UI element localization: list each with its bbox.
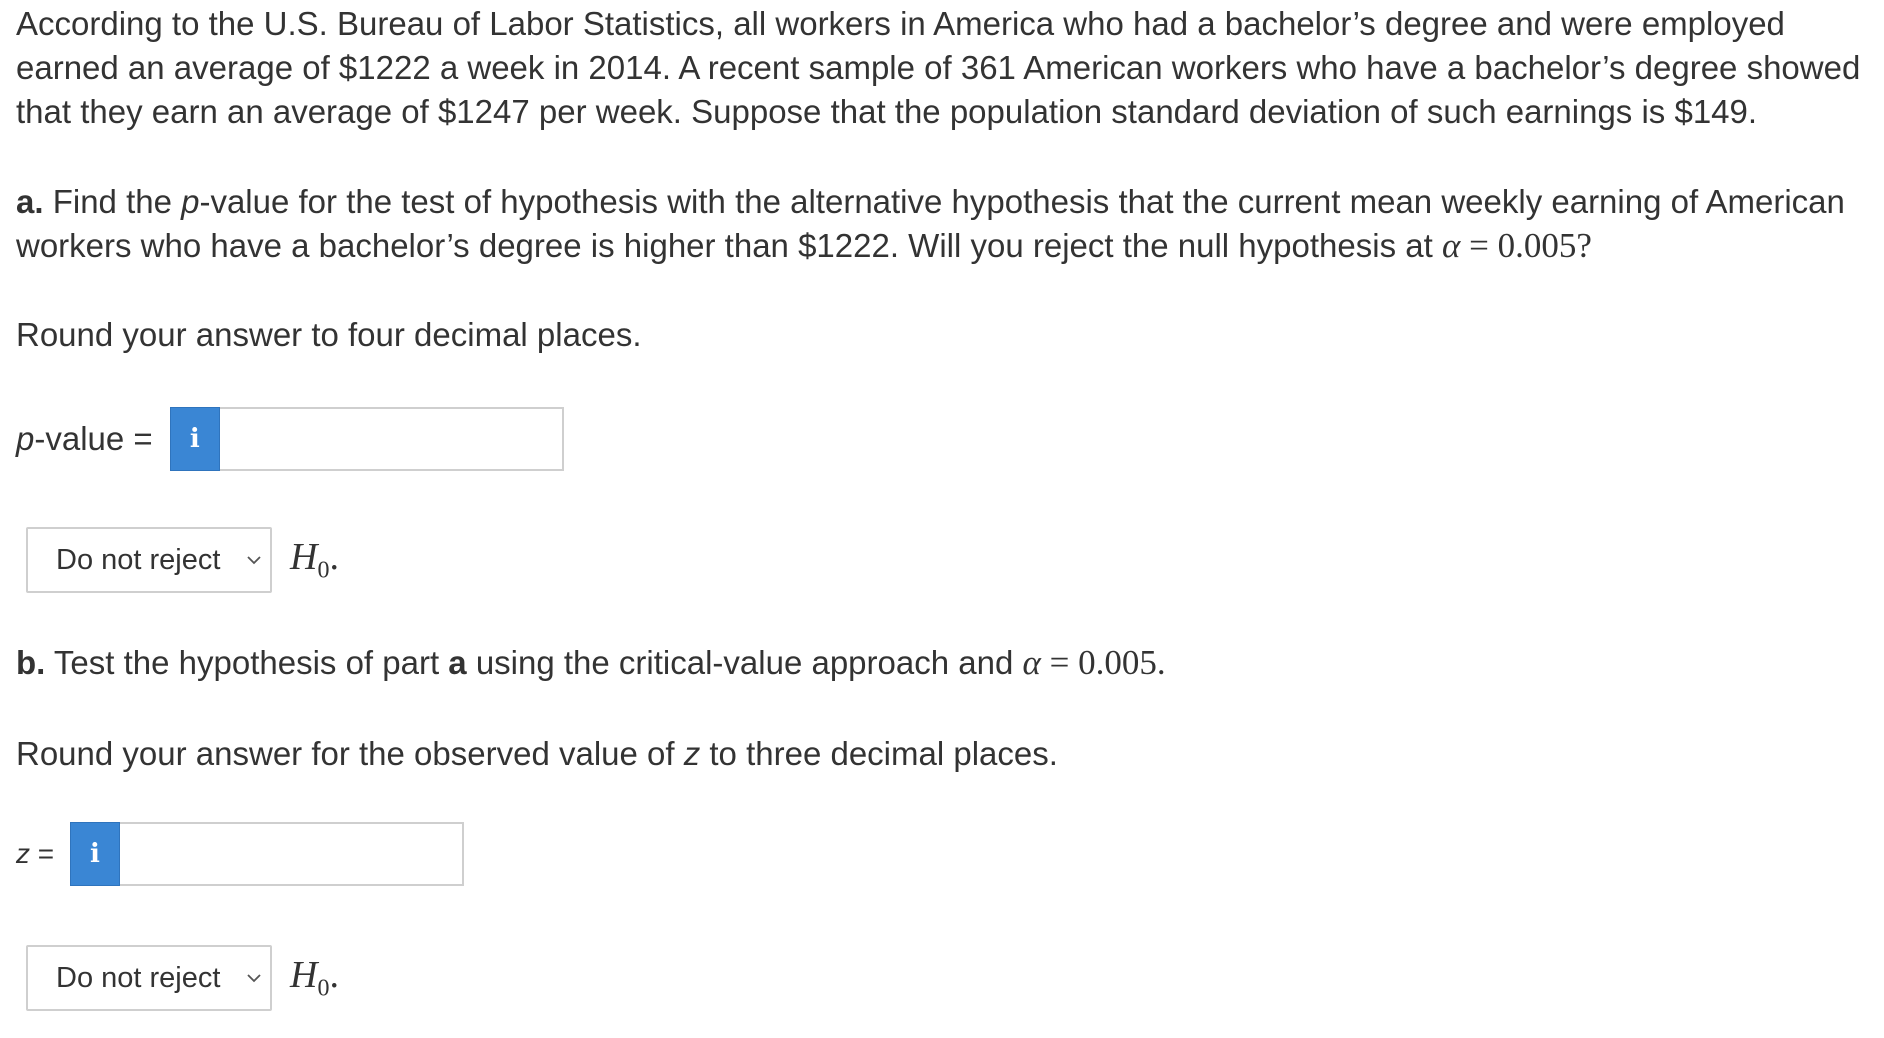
part-a-h0-letter: H [290, 536, 318, 579]
part-b-decision-row [26, 945, 339, 1011]
p-value-label-rest: -value = [34, 420, 162, 457]
part-a-h0-period: . [329, 536, 339, 579]
part-a-label: a. [16, 183, 44, 220]
part-b-alpha: α [1022, 643, 1041, 682]
part-a-h0-subscript: 0 [317, 557, 330, 584]
problem-intro: According to the U.S. Bureau of Labor Statistics, all workers in America who had a bachelor’s degree and were employed earned an average of $1222 a week in 2014. A recent sample of 361 American workers who have a bachelor’s degree showed that they earn an average of $1247 per week. Suppose that the population standard deviation of such earnings is $149. [16, 5, 1861, 130]
info-icon: i [189, 424, 200, 454]
part-b-round-text-1: Round your answer for the observed value of [16, 735, 684, 772]
part-a-equals: = [1460, 226, 1498, 265]
part-b-h0-subscript: 0 [317, 975, 330, 1002]
part-a-text-1: Find the [43, 183, 182, 220]
part-b-part-ref: a [448, 644, 467, 681]
z-label-rest: = [30, 838, 62, 869]
part-a-decision-row [26, 527, 339, 593]
part-a-question [16, 180, 1866, 268]
p-value-answer-row [16, 407, 564, 471]
part-b-h0-period: . [329, 954, 339, 997]
part-b-decision-select[interactable] [26, 945, 272, 1011]
p-value-input[interactable] [220, 407, 564, 471]
part-b-equals: = [1040, 643, 1079, 682]
part-b-z-italic: z [683, 735, 701, 772]
part-a-alpha: α [1441, 226, 1461, 265]
part-b-text-2: using the critical-value approach and [466, 644, 1023, 681]
p-value-label-italic: p [16, 420, 35, 457]
part-a-alpha-value: 0.005? [1497, 226, 1592, 265]
part-b-question [16, 641, 1866, 685]
part-b-decision-value: Do not reject [56, 961, 221, 994]
z-label-italic: z [16, 838, 30, 869]
part-b-text-1: Test the hypothesis of part [45, 644, 449, 681]
part-a-text-2: -value for the test of hypothesis with the alternative hypothesis that the current mean weekly earning of American workers who have a bachelor’s degree is higher than $1222. Will you reject the null hypothesis at [16, 183, 1845, 264]
part-a-round-instruction: Round your answer to four decimal places. [16, 316, 642, 353]
z-answer-row [16, 822, 464, 886]
part-a-decision-select[interactable] [26, 527, 272, 593]
part-b-label: b. [16, 644, 46, 681]
part-b-round-instruction [16, 732, 1058, 776]
part-b-round-text-2: to three decimal places. [700, 735, 1058, 772]
part-a-p-italic: p [181, 183, 200, 220]
part-a-decision-value: Do not reject [56, 543, 221, 576]
chevron-down-icon [246, 970, 262, 986]
part-b-h0-letter: H [290, 954, 318, 997]
z-info-button[interactable] [70, 822, 120, 886]
z-input[interactable] [120, 822, 464, 886]
part-b-h0-symbol [290, 953, 339, 1003]
info-icon: i [89, 839, 100, 869]
chevron-down-icon [246, 552, 262, 568]
part-a-h0-symbol [290, 535, 339, 585]
part-b-alpha-value: 0.005. [1078, 643, 1166, 682]
p-value-info-button[interactable] [170, 407, 220, 471]
